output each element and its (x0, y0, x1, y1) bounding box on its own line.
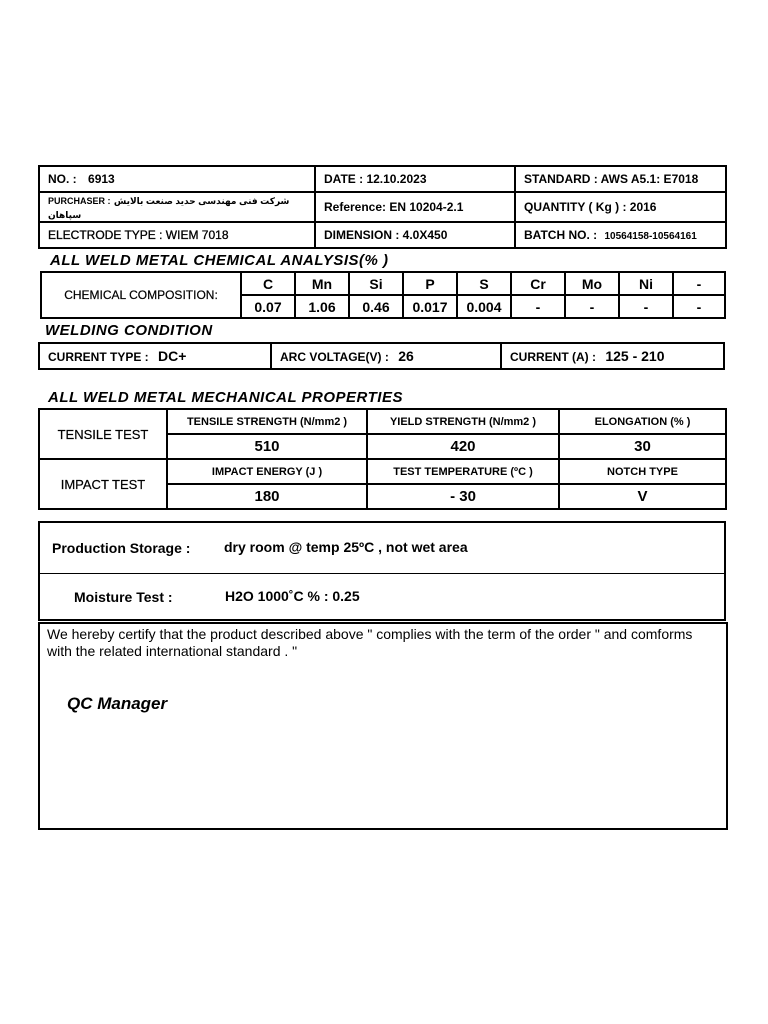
current-type-label: CURRENT TYPE : (48, 350, 149, 364)
purchaser-label: PURCHASER : (48, 196, 111, 206)
welding-condition-table (38, 342, 725, 370)
yield-strength-value: 420 (367, 434, 559, 459)
element-value: 1.06 (295, 295, 349, 318)
tensile-test-label: TENSILE TEST (39, 409, 167, 459)
header-table (38, 165, 727, 249)
current-label: CURRENT (A) : (510, 350, 596, 364)
elongation-value: 30 (559, 434, 726, 459)
certification-box (38, 622, 728, 830)
purchaser-value: شرکت فنی مهندسی حدید صنعت بالایش سپاهان (48, 196, 290, 220)
element-header: P (403, 272, 457, 295)
elongation-header: ELONGATION (% ) (559, 409, 726, 434)
production-storage-label: Production Storage : (52, 540, 191, 556)
welding-condition-title: WELDING CONDITION (45, 322, 213, 339)
current-cell (501, 343, 724, 369)
quantity-cell: QUANTITY ( Kg ) : 2016 (515, 192, 726, 222)
dimension-cell: DIMENSION : 4.0X450 (315, 222, 515, 248)
batch-value: 10564158-10564161 (604, 231, 697, 242)
notch-type-header: NOTCH TYPE (559, 459, 726, 484)
certificate-number-cell (39, 166, 315, 192)
arc-voltage-label: ARC VOLTAGE(V) : (280, 350, 389, 364)
element-value: 0.017 (403, 295, 457, 318)
batch-cell (515, 222, 726, 248)
impact-energy-value: 180 (167, 484, 367, 509)
batch-label: BATCH NO. : (524, 228, 598, 242)
element-header: Ni (619, 272, 673, 295)
element-header: C (241, 272, 295, 295)
certification-text: We hereby certify that the product described above " complies with the term of the order " and comforms with the related international standard . " (47, 626, 693, 659)
reference-cell: Reference: EN 10204-2.1 (315, 192, 515, 222)
element-value: - (673, 295, 725, 318)
date-cell: DATE : 12.10.2023 (315, 166, 515, 192)
element-value: - (565, 295, 619, 318)
current-type-value: DC+ (158, 348, 187, 364)
chemical-composition-table (40, 271, 726, 319)
chemical-composition-label: CHEMICAL COMPOSITION: (41, 272, 241, 318)
arc-voltage-cell (271, 343, 501, 369)
tensile-strength-header: TENSILE STRENGTH (N/mm2 ) (167, 409, 367, 434)
certificate-number-value: 6913 (88, 172, 115, 186)
element-header: Si (349, 272, 403, 295)
element-header: - (673, 272, 725, 295)
test-temperature-value: - 30 (367, 484, 559, 509)
moisture-test-label: Moisture Test : (74, 589, 173, 605)
standard-cell: STANDARD : AWS A5.1: E7018 (515, 166, 726, 192)
qc-manager-signature-label: QC Manager (67, 694, 168, 713)
storage-box (38, 521, 726, 621)
impact-energy-header: IMPACT ENERGY (J ) (167, 459, 367, 484)
arc-voltage-value: 26 (398, 348, 414, 364)
chemical-analysis-title: ALL WELD METAL CHEMICAL ANALYSIS(% ) (50, 252, 389, 269)
moisture-test-value: H2O 1000˚C % : 0.25 (225, 588, 360, 604)
test-temperature-header: TEST TEMPERATURE (ºC ) (367, 459, 559, 484)
element-value: 0.46 (349, 295, 403, 318)
element-header: Mo (565, 272, 619, 295)
element-header: Cr (511, 272, 565, 295)
element-value: - (511, 295, 565, 318)
notch-type-value: V (559, 484, 726, 509)
element-value: 0.004 (457, 295, 511, 318)
tensile-strength-value: 510 (167, 434, 367, 459)
mechanical-properties-table (38, 408, 727, 510)
yield-strength-header: YIELD STRENGTH (N/mm2 ) (367, 409, 559, 434)
element-header: S (457, 272, 511, 295)
element-value: 0.07 (241, 295, 295, 318)
purchaser-cell (39, 192, 315, 222)
current-type-cell (39, 343, 271, 369)
impact-test-label: IMPACT TEST (39, 459, 167, 509)
certificate-number-label: NO. : (48, 172, 77, 186)
production-storage-row (40, 523, 724, 574)
mechanical-properties-title: ALL WELD METAL MECHANICAL PROPERTIES (48, 389, 403, 406)
element-header: Mn (295, 272, 349, 295)
current-value: 125 - 210 (605, 348, 665, 364)
element-value: - (619, 295, 673, 318)
electrode-type-cell: ELECTRODE TYPE : WIEM 7018 (39, 222, 315, 248)
production-storage-value: dry room @ temp 25ºC , not wet area (224, 539, 468, 555)
